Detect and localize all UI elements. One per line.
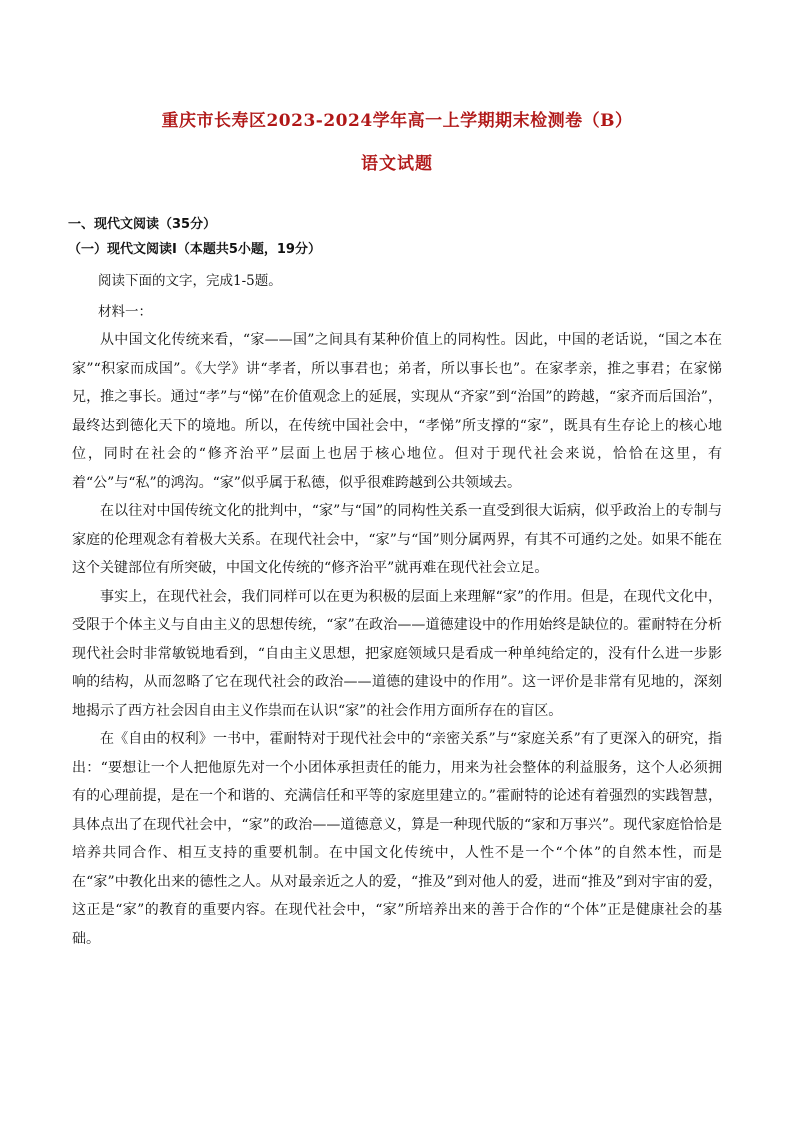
material-label: 材料一： [98, 304, 152, 320]
document-subtitle: 语文试题 [361, 154, 433, 174]
section-heading: 一、现代文阅读（35分） [68, 217, 217, 232]
paragraph: 事实上，在现代社会，我们同样可以在更为积极的层面上来理解“家”的作用。但是，在现代文化中，受限于个体主义与自由主义的思想传统，“家”在政治——道德建设中的作用始终是缺位的。霍耐特在分析现代社会时非常敏锐地看到，“自由主义思想，把家庭领域只是看成一种单纯给定的，没有什么进一步影响的结构，从而忽略了它在现代社会的政治——道德的建设中的作用”。这一评价是非常有见地的，深刻地揭示了西方社会因自由主义作祟而在认识“家”的社会作用方面所存在的盲区。 [72, 588, 722, 719]
paragraph: 从中国文化传统来看，“家——国”之间具有某种价值上的同构性。因此，中国的老话说，“国之本在家”“积家而成国”。《大学》讲“孝者，所以事君也；弟者，所以事长也”。在家孝亲，推之事君；在家悌兄，推之事长。通过“孝”与“悌”在价值观念上的延展，实现从“齐家”到“治国”的跨越，“家齐而后国治”，最终达到德化天下的境地。所以，在传统中国社会中，“孝悌”所支撑的“家”，既具有生存论上的核心地位，同时在社会的“修齐治平”层面上也居于核心地位。但对于现代社会来说，恰恰在这里，有着“公”与“私”的鸿沟。“家”似乎属于私德，似乎很难跨越到公共领域去。 [72, 332, 722, 491]
paragraph: 在以往对中国传统文化的批判中，“家”与“国”的同构性关系一直受到很大诟病，似乎政治上的专制与家庭的伦理观念有着极大关系。在现代社会中，“家”与“国”则分属两界，有其不可通约之处。如果不能在这个关键部位有所突破，中国文化传统的“修齐治平”就再难在现代社会立足。 [72, 503, 722, 576]
reading-instructions: 阅读下面的文字，完成1-5题。 [98, 273, 282, 289]
material-body [72, 326, 722, 953]
document-title: 重庆市长寿区2023-2024学年高一上学期期末检测卷（B） [161, 111, 633, 131]
paragraph: 在《自由的权利》一书中，霍耐特对于现代社会中的“亲密关系”与“家庭关系”有了更深入的研究，指出：“要想让一个人把他原先对一个小团体承担责任的能力，用来为社会整体的利益服务，这个人必须拥有的心理前提，是在一个和谐的、充满信任和平等的家庭里建立的。”霍耐特的论述有着强烈的实践智慧，具体点出了在现代社会中，“家”的政治——道德意义，算是一种现代版的“家和万事兴”。现代家庭恰恰是培养共同合作、相互支持的重要机制。在中国文化传统中，人性不是一个“个体”的自然本性，而是在“家”中教化出来的德性之人。从对最亲近之人的爱，“推及”到对他人的爱，进而“推及”到对宇宙的爱，这正是“家”的教育的重要内容。在现代社会中，“家”所培养出来的善于合作的“个体”正是健康社会的基础。 [72, 731, 722, 947]
subsection-heading: （一）现代文阅读Ⅰ（本题共5小题，19分） [68, 242, 321, 257]
